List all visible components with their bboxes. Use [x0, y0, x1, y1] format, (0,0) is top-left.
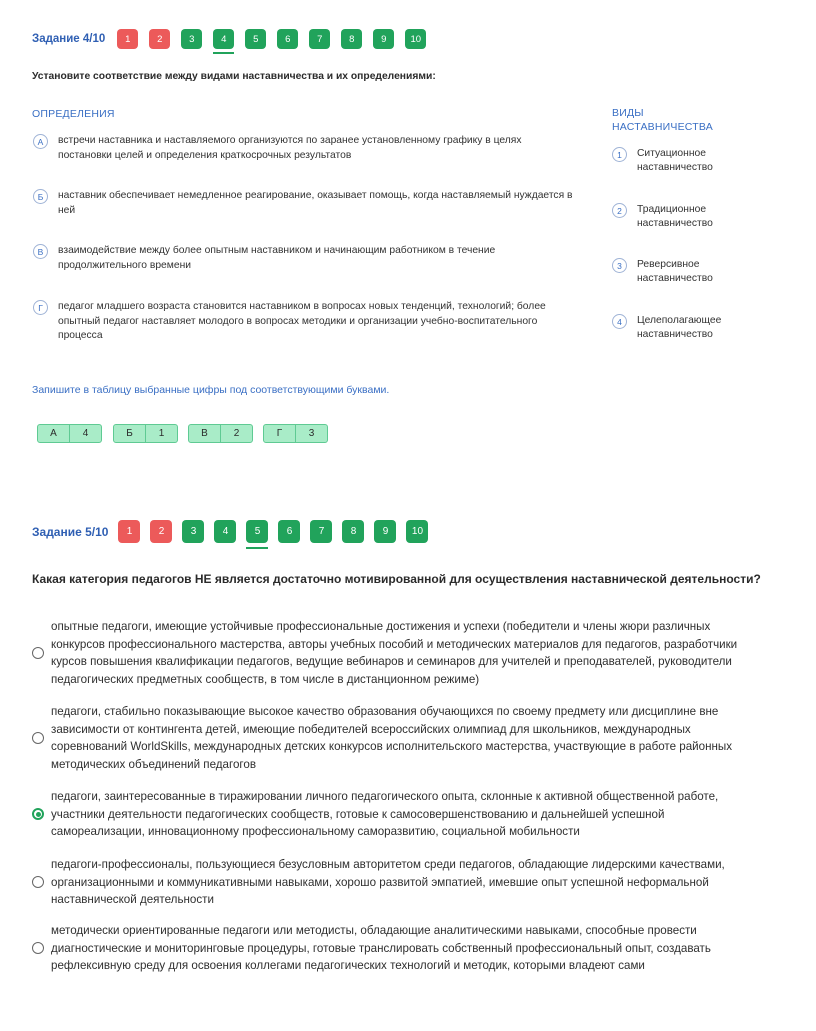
- answer-cell-b[interactable]: [113, 424, 178, 443]
- task5-nav-button-3[interactable]: 3: [182, 520, 204, 543]
- task4-nav-button-7[interactable]: 7: [309, 29, 330, 49]
- radio-button[interactable]: [32, 876, 44, 888]
- option-text: педагоги, стабильно показывающие высокое качество образования обучающихся по своему предмету или дисциплине вне зависимости от контингента детей, имеющие победителей всероссийских олимпиад для школьников, международных соревнований WorldSkills, международных детских конкурсов исполнительского мастерства, участвующие в работе районных методических объединений педагогов: [51, 705, 733, 771]
- task5-nav-button-9[interactable]: 9: [374, 520, 396, 543]
- answer-cell-a[interactable]: [37, 424, 102, 443]
- task4-question: Установите соответствие между видами наставничества и их определениями:: [32, 71, 436, 82]
- type-text: Традиционное наставничество: [637, 204, 713, 229]
- task5-nav-button-6[interactable]: 6: [278, 520, 300, 543]
- definition-text: наставник обеспечивает немедленное реагирование, оказывает помощь, когда наставляемый нуждается в ней: [58, 190, 573, 216]
- task5-question: Какая категория педагогов НЕ является достаточно мотивированной для осуществления наставнической деятельности?: [32, 572, 761, 586]
- letter-badge: В: [33, 244, 48, 259]
- task4-navigation: [32, 29, 437, 49]
- task4-nav-button-8[interactable]: 8: [341, 29, 362, 49]
- option-text: педагоги, заинтересованные в тиражировании личного педагогического опыта, склонные к активной общественной работе, участники деятельности педагогических сообществ, готовые к самосовершенствованию и дальнейшей успешной самореализации, инновационному профессиональному саморазвитию, социальной мобильности: [51, 790, 719, 838]
- option-text: педагоги-профессионалы, пользующиеся безусловным авторитетом среди педагогов, обладающие лидерскими качествами, организационными и коммуникативными навыками, хорошо развитой эмпатией, имевшие опыт успешной неформальной наставнической деятельности: [51, 858, 725, 906]
- option-text: методически ориентированные педагоги или методисты, обладающие аналитическими навыками, способные провести диагностические и мониторинговые процедуры, готовые транслировать собственный профессиональный опыт, создавать рефлексивную среду для освоения коллегами педагогических технологий и методик, которыми владеют сами: [51, 924, 711, 972]
- task5-nav-button-1[interactable]: 1: [118, 520, 140, 543]
- answer-letter: В: [189, 425, 221, 442]
- radio-button[interactable]: [32, 732, 44, 744]
- answer-cell-v[interactable]: [188, 424, 253, 443]
- answer-value[interactable]: 2: [233, 428, 240, 439]
- answer-option-3[interactable]: [32, 788, 752, 841]
- definitions-header: ОПРЕДЕЛЕНИЯ: [32, 108, 115, 120]
- definition-text: встречи наставника и наставляемого организуются по заранее установленному графику в целях постановки целей и определения краткосрочных результатов: [58, 135, 522, 161]
- answer-letter: А: [38, 425, 70, 442]
- type-text: Реверсивное наставничество: [637, 259, 713, 284]
- answer-option-2[interactable]: [32, 703, 752, 773]
- task5-nav-button-10[interactable]: 10: [406, 520, 428, 543]
- task5-title: Задание 5/10: [32, 524, 109, 539]
- definition-text: педагог младшего возраста становится наставником в вопросах новых тенденций, технологий; более опытный педагог наставляет молодого в вопросах методики и организации учебно-воспитательного процесса: [58, 301, 546, 341]
- task5-nav-button-4[interactable]: 4: [214, 520, 236, 543]
- task4-nav-button-9[interactable]: 9: [373, 29, 394, 49]
- answer-hint: Запишите в таблицу выбранные цифры под соответствующими буквами.: [32, 384, 390, 396]
- task4-nav-button-1[interactable]: 1: [117, 29, 138, 49]
- task4-nav-button-5[interactable]: 5: [245, 29, 266, 49]
- number-badge: 4: [612, 314, 627, 329]
- radio-button-selected[interactable]: [32, 808, 44, 820]
- option-text: опытные педагоги, имеющие устойчивые профессиональные достижения и успехи (победители и члены жюри различных конкурсов профессионального мастерства, авторы учебных пособий и методических материалов для педагогов, разработчики курсов повышения квалификации педагогов, ведущие вебинаров и семинаров для учителей и преподавателей, руководители педагогических предметных сообществ, в том числе в дистанционном режиме): [51, 620, 738, 686]
- type-row-2: [612, 203, 742, 231]
- answer-option-4[interactable]: [32, 856, 752, 909]
- definition-row-a: [33, 134, 573, 163]
- task4-nav-button-4[interactable]: 4: [213, 29, 234, 49]
- radio-button[interactable]: [32, 942, 44, 954]
- type-text: Целеполагающее наставничество: [637, 315, 722, 340]
- task4-nav-button-6[interactable]: 6: [277, 29, 298, 49]
- answer-letter: Г: [264, 425, 296, 442]
- type-row-4: [612, 314, 742, 342]
- number-badge: 2: [612, 203, 627, 218]
- types-header: ВИДЫ НАСТАВНИЧЕСТВА: [612, 107, 713, 133]
- definition-text: взаимодействие между более опытным наставником и начинающим работником в течение продолжительного времени: [58, 245, 496, 271]
- task4-nav-button-10[interactable]: 10: [405, 29, 426, 49]
- radio-button[interactable]: [32, 647, 44, 659]
- answer-value[interactable]: 1: [158, 428, 165, 439]
- task5-nav-button-2[interactable]: 2: [150, 520, 172, 543]
- answer-letter: Б: [114, 425, 146, 442]
- answer-value[interactable]: 4: [82, 428, 89, 439]
- answer-option-1[interactable]: [32, 618, 752, 688]
- task5-nav-button-7[interactable]: 7: [310, 520, 332, 543]
- answer-option-5[interactable]: [32, 922, 752, 975]
- letter-badge: Г: [33, 300, 48, 315]
- type-text: Ситуационное наставничество: [637, 148, 713, 173]
- letter-badge: А: [33, 134, 48, 149]
- task4-nav-button-3[interactable]: 3: [181, 29, 202, 49]
- definition-row-v: [33, 244, 573, 273]
- type-row-3: [612, 258, 742, 286]
- number-badge: 3: [612, 258, 627, 273]
- definition-row-b: [33, 189, 573, 218]
- definition-row-g: [33, 300, 573, 344]
- task4-nav-button-2[interactable]: 2: [149, 29, 170, 49]
- letter-badge: Б: [33, 189, 48, 204]
- task5-nav-button-8[interactable]: 8: [342, 520, 364, 543]
- task5-nav-button-5[interactable]: 5: [246, 520, 268, 543]
- answer-value[interactable]: 3: [308, 428, 315, 439]
- number-badge: 1: [612, 147, 627, 162]
- task4-title: Задание 4/10: [32, 33, 106, 45]
- answer-cell-g[interactable]: [263, 424, 328, 443]
- type-row-1: [612, 147, 742, 175]
- task5-navigation: [32, 520, 438, 543]
